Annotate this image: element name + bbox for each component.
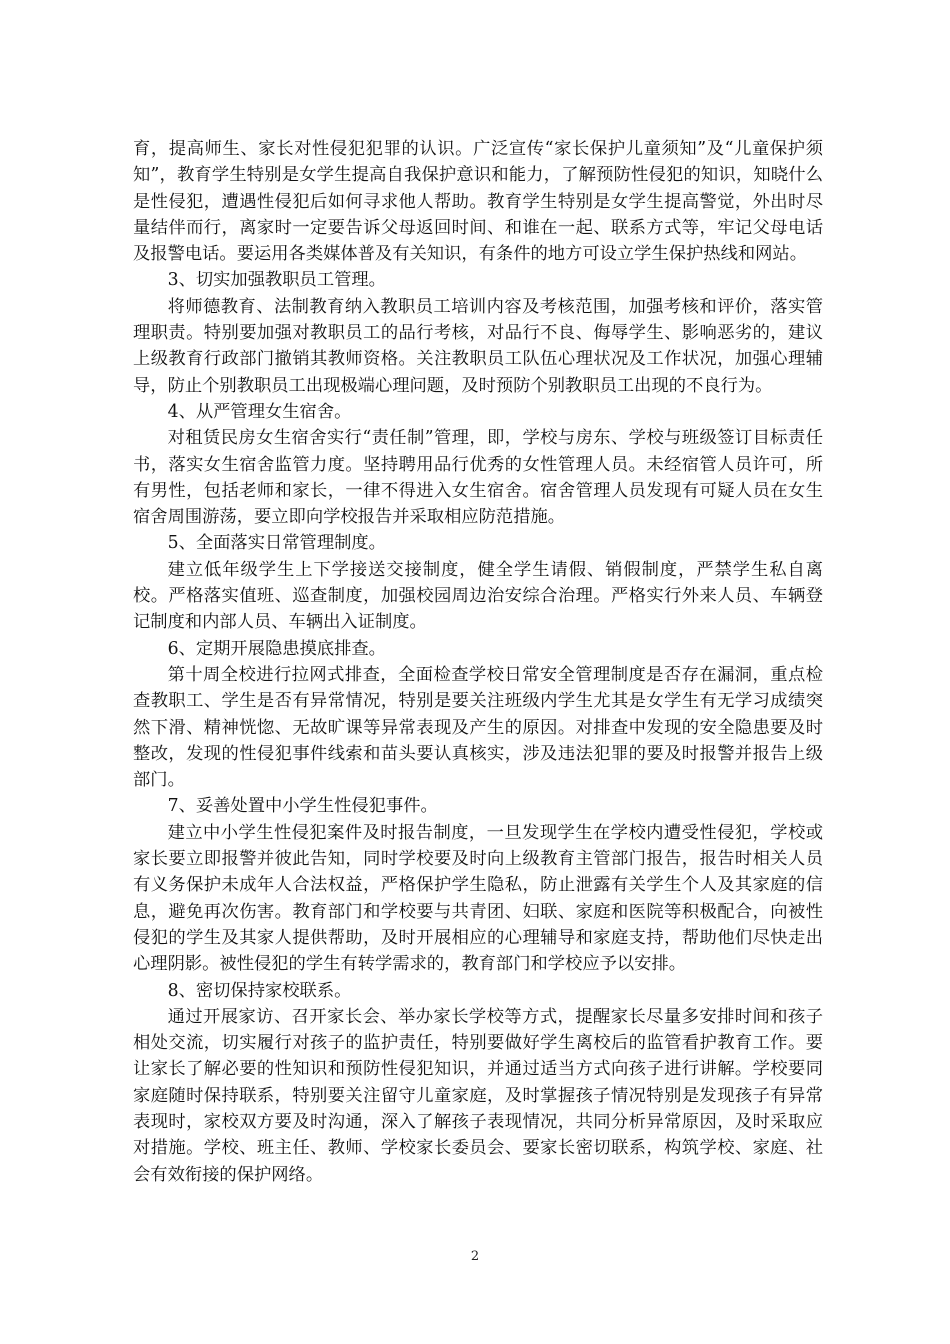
section-heading-5: 5、全面落实日常管理制度。 <box>167 533 386 554</box>
paragraph-dormitory: 对租赁民房女生宿舍实行“责任制”管理，即，学校与房东、学校与班级签订目标责任书，落实女生宿舍监管力度。坚持聘用品行优秀的女性管理人员。未经宿管人员许可，所有男性，包括老师和家长，一律不得进入女生宿舍。宿舍管理人员发现有可疑人员在女生宿舍周围游荡，要立即向学校报告并采取相应防范措施。 <box>133 428 823 528</box>
paragraph-staff-management: 将师德教育、法制教育纳入教职员工培训内容及考核范围，加强考核和评价，落实管理职责。特别要加强对教职员工的品行考核，对品行不良、侮辱学生、影响恶劣的，建议上级教育行政部门撤销其教师资格。关注教职员工队伍心理状况及工作状况，加强心理辅导，防止个别教职员工出现极端心理问题，及时预防个别教职员工出现的不良行为。 <box>133 296 823 396</box>
section-heading-4: 4、从严管理女生宿舍。 <box>167 401 352 422</box>
paragraph-home-school: 通过开展家访、召开家长会、举办家长学校等方式，提醒家长尽量多安排时间和孩子相处交流，切实履行对孩子的监护责任，特别要做好学生离校后的监管看护教育工作。要让家长了解必要的性知识和预防性侵犯知识，并通过适当方式向孩子进行讲解。学校要同家庭随时保持联系，特别要关注留守儿童家庭，及时掌握孩子情况特别是发现孩子有异常表现时，家校双方要及时沟通，深入了解孩子表现情况，共同分析异常原因，及时采取应对措施。学校、班主任、教师、学校家长委员会、要家长密切联系，构筑学校、家庭、社会有效衔接的保护网络。 <box>133 1006 823 1185</box>
section-heading-7: 7、妥善处置中小学生性侵犯事件。 <box>167 796 438 817</box>
section-heading-8: 8、密切保持家校联系。 <box>167 980 352 1001</box>
paragraph-incident-handling: 建立中小学生性侵犯案件及时报告制度，一旦发现学生在学校内遭受性侵犯，学校或家长要立即报警并彼此告知，同时学校要及时向上级教育主管部门报告，报告时相关人员有义务保护未成年人合法权益，严格保护学生隐私，防止泄露有关学生个人及其家庭的信息，避免再次伤害。教育部门和学校要与共青团、妇联、家庭和医院等积极配合，向被性侵犯的学生及其家人提供帮助，及时开展相应的心理辅导和家庭支持，帮助他们尽快走出心理阴影。被性侵犯的学生有转学需求的，教育部门和学校应予以安排。 <box>133 822 823 975</box>
paragraph-daily-management: 建立低年级学生上下学接送交接制度，健全学生请假、销假制度，严禁学生私自离校。严格落实值班、巡查制度，加强校园周边治安综合治理。严格实行外来人员、车辆登记制度和内部人员、车辆出入证制度。 <box>133 559 823 633</box>
page-number: 2 <box>470 1249 480 1264</box>
paragraph-inspection: 第十周全校进行拉网式排查，全面检查学校日常安全管理制度是否存在漏洞，重点检查教职工、学生是否有异常情况，特别是要关注班级内学生尤其是女学生有无学习成绩突然下滑、精神恍惚、无故旷课等异常表现及产生的原因。对排查中发现的安全隐患要及时整改，发现的性侵犯事件线索和苗头要认真核实，涉及违法犯罪的要及时报警并报告上级部门。 <box>133 664 823 791</box>
paragraph-continuation: 育，提高师生、家长对性侵犯犯罪的认识。广泛宣传“家长保护儿童须知”及“儿童保护须知”，教育学生特别是女学生提高自我保护意识和能力，了解预防性侵犯的知识，知晓什么是性侵犯，遭遇性侵犯后如何寻求他人帮助。教育学生特别是女学生提高警觉，外出时尽量结伴而行，离家时一定要告诉父母返回时间、和谁在一起、联系方式等，牢记父母电话及报警电话。要运用各类媒体普及有关知识，有条件的地方可设立学生保护热线和网站。 <box>133 139 823 265</box>
section-heading-6: 6、定期开展隐患摸底排查。 <box>167 638 386 659</box>
document-body <box>133 136 823 1188</box>
section-heading-3: 3、切实加强教职员工管理。 <box>167 270 386 291</box>
